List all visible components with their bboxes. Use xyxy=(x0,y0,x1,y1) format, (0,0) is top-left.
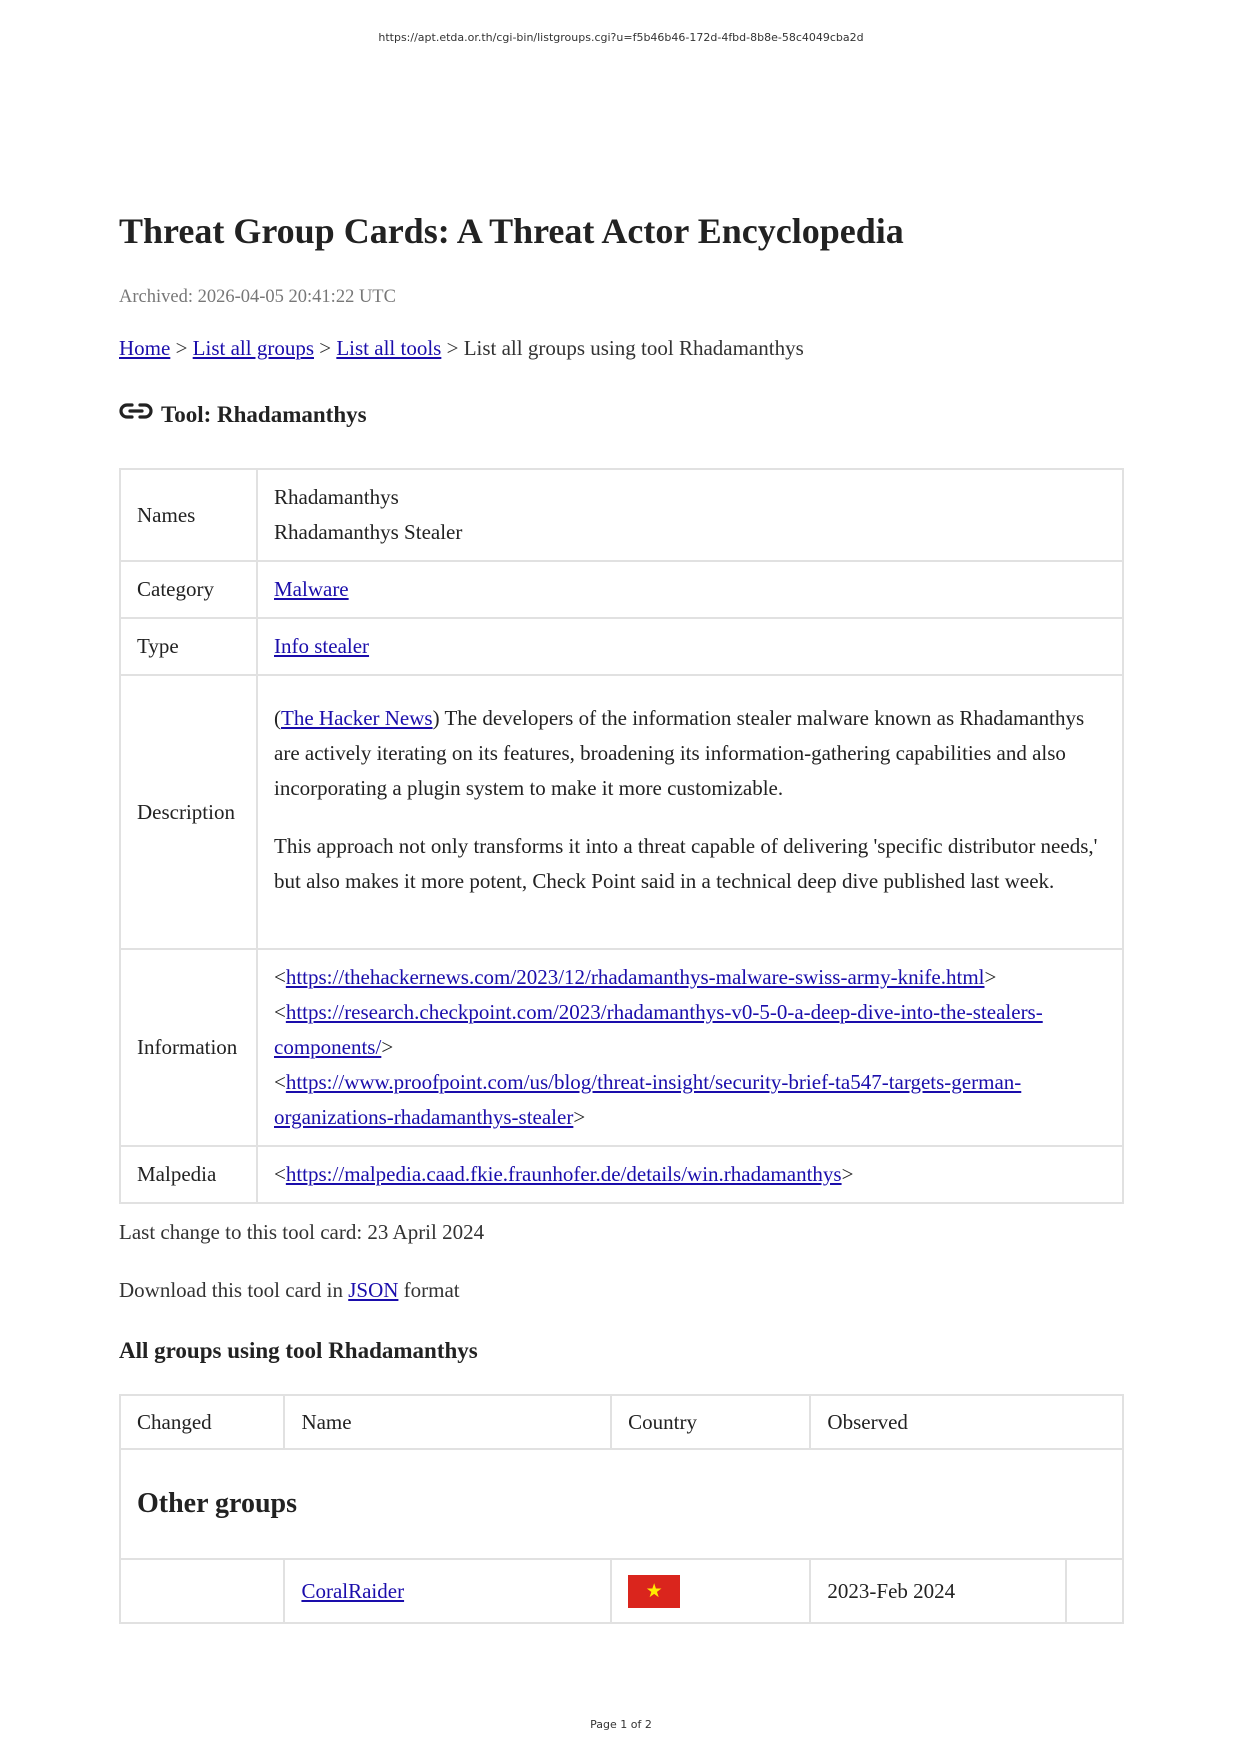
malpedia-link[interactable]: https://malpedia.caad.fkie.fraunhofer.de/details/win.rhadamanthys xyxy=(285,1162,842,1186)
name-item: Rhadamanthys xyxy=(274,485,399,509)
download-line xyxy=(119,1278,460,1303)
tool-heading xyxy=(119,402,367,428)
breadcrumb-current: List all groups using tool Rhadamanthys xyxy=(463,336,804,360)
breadcrumb-separator: > xyxy=(446,336,459,360)
names-value xyxy=(257,469,1123,561)
information-item xyxy=(274,1065,1106,1135)
page-number: Page 1 of 2 xyxy=(590,1718,652,1731)
type-row xyxy=(120,618,1123,675)
information-item xyxy=(274,995,1106,1065)
table-row xyxy=(120,1559,1123,1623)
groups-table xyxy=(119,1394,1124,1624)
download-prefix: Download this tool card in xyxy=(119,1278,349,1302)
information-link[interactable]: https://www.proofpoint.com/us/blog/threat-insight/security-brief-ta547-targets-german-organizations-rhadamanthys-stealer xyxy=(274,1070,1022,1129)
category-link[interactable]: Malware xyxy=(274,577,349,601)
information-value xyxy=(257,949,1123,1146)
flag-vietnam-icon xyxy=(628,1575,680,1608)
header-country: Country xyxy=(611,1395,810,1449)
malpedia-row xyxy=(120,1146,1123,1203)
name-item: Rhadamanthys Stealer xyxy=(274,520,463,544)
angle-close: > xyxy=(573,1105,586,1129)
breadcrumb-separator: > xyxy=(319,336,332,360)
source-link-hacker-news[interactable]: The Hacker News xyxy=(281,706,433,730)
breadcrumb-list-tools-link[interactable]: List all tools xyxy=(336,336,442,360)
print-header-url: https://apt.etda.or.th/cgi-bin/listgroups.cgi?u=f5b46b46-172d-4fbd-8b8e-58c4049cba2d xyxy=(378,31,864,44)
angle-open: < xyxy=(274,1162,286,1186)
names-label: Names xyxy=(120,469,257,561)
angle-open: < xyxy=(274,1070,286,1094)
type-link[interactable]: Info stealer xyxy=(274,634,370,658)
description-paragraph: This approach not only transforms it into a threat capable of delivering 'specific distributor needs,' but also makes it more potent, Check Point said in a technical deep dive published last week. xyxy=(274,834,1098,893)
information-row xyxy=(120,949,1123,1146)
category-label: Category xyxy=(120,561,257,618)
last-change-text: Last change to this tool card: 23 April 2024 xyxy=(119,1220,485,1244)
paren-close: ) xyxy=(432,706,440,730)
malpedia-value xyxy=(257,1146,1123,1203)
header-changed: Changed xyxy=(120,1395,284,1449)
group-link-coralraider[interactable]: CoralRaider xyxy=(301,1578,405,1603)
breadcrumb-list-groups-link[interactable]: List all groups xyxy=(192,336,314,360)
groups-header-row xyxy=(120,1395,1123,1449)
flag-star: ★ xyxy=(645,1579,663,1602)
groups-section-title: All groups using tool Rhadamanthys xyxy=(119,1338,478,1363)
group-name-cell xyxy=(284,1559,611,1623)
malpedia-label: Malpedia xyxy=(120,1146,257,1203)
paren-open: ( xyxy=(274,706,281,730)
group-observed-cell: 2023-Feb 2024 xyxy=(810,1559,1065,1623)
information-item xyxy=(274,960,1106,995)
angle-close: > xyxy=(841,1162,854,1186)
type-label: Type xyxy=(120,618,257,675)
angle-close: > xyxy=(984,965,997,989)
breadcrumb-home-link[interactable]: Home xyxy=(119,336,171,360)
information-link[interactable]: https://thehackernews.com/2023/12/rhadamanthys-malware-swiss-army-knife.html xyxy=(285,965,985,989)
description-value xyxy=(257,675,1123,949)
category-row xyxy=(120,561,1123,618)
other-groups-heading: Other groups xyxy=(120,1449,1123,1559)
description-text: The developers of the information stealer malware known as Rhadamanthys are actively iterating on its features, broadening its information-gathering capabilities and also incorporating a plugin system to make it more customizable. xyxy=(274,706,1085,800)
group-changed-cell xyxy=(120,1559,284,1623)
description-row xyxy=(120,675,1123,949)
angle-close: > xyxy=(381,1035,394,1059)
category-value xyxy=(257,561,1123,618)
type-value xyxy=(257,618,1123,675)
groups-section-row xyxy=(120,1449,1123,1559)
information-link[interactable]: https://research.checkpoint.com/2023/rhadamanthys-v0-5-0-a-deep-dive-into-the-stealers-components/ xyxy=(274,1000,1043,1059)
description-paragraph xyxy=(274,701,1106,806)
group-extra-cell xyxy=(1066,1559,1123,1623)
header-name: Name xyxy=(284,1395,611,1449)
angle-open: < xyxy=(274,965,286,989)
breadcrumb xyxy=(119,336,804,361)
names-row xyxy=(120,469,1123,561)
description-label: Description xyxy=(120,675,257,949)
tool-info-table xyxy=(119,468,1124,1204)
json-download-link[interactable]: JSON xyxy=(348,1278,399,1302)
tool-heading-text: Tool: Rhadamanthys xyxy=(161,402,367,427)
group-country-cell xyxy=(611,1559,810,1623)
archived-timestamp: Archived: 2026-04-05 20:41:22 UTC xyxy=(119,287,396,307)
page-title: Threat Group Cards: A Threat Actor Encyclopedia xyxy=(119,211,904,251)
breadcrumb-separator: > xyxy=(175,336,188,360)
download-suffix: format xyxy=(398,1278,460,1302)
angle-open: < xyxy=(274,1000,286,1024)
link-icon xyxy=(119,398,153,424)
information-label: Information xyxy=(120,949,257,1146)
header-observed: Observed xyxy=(810,1395,1123,1449)
